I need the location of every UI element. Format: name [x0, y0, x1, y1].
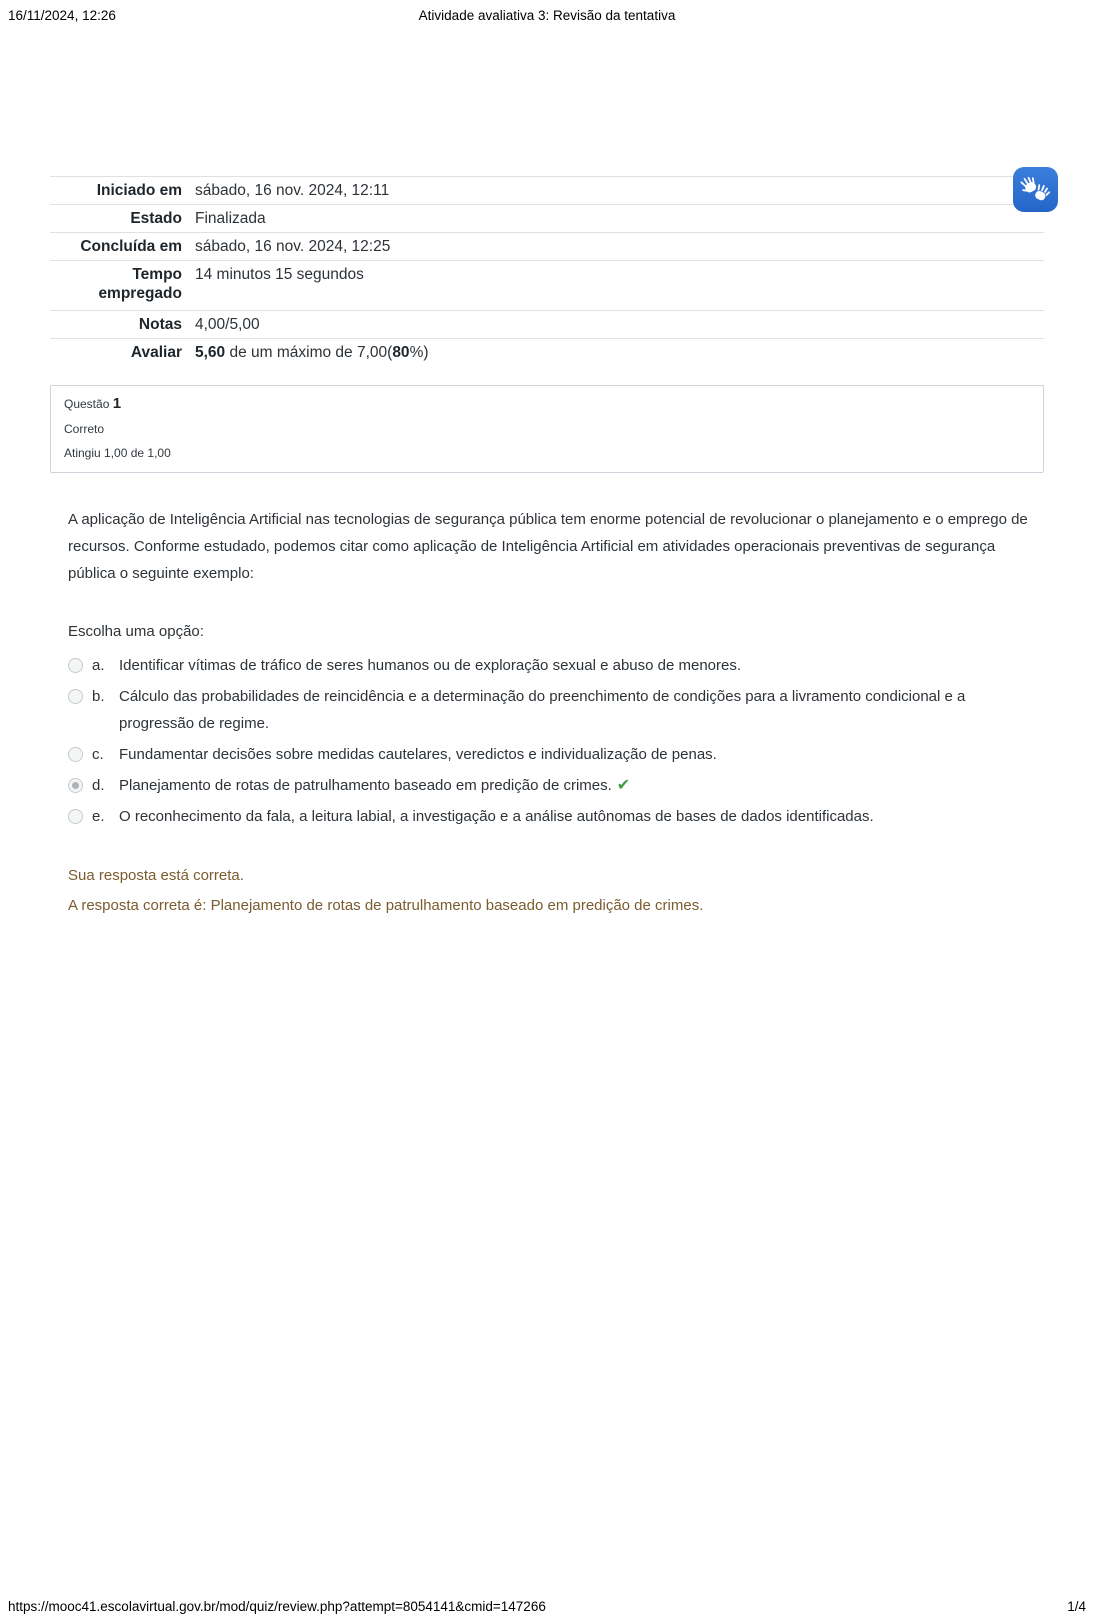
summary-value: sábado, 16 nov. 2024, 12:11: [195, 182, 390, 199]
answer-option-c: [68, 741, 1043, 768]
summary-row-notas: [50, 310, 1044, 338]
summary-value: 14 minutos 15 segundos: [195, 266, 364, 283]
summary-row-iniciado: [50, 176, 1044, 204]
summary-row-avaliar: [50, 338, 1044, 366]
print-url: https://mooc41.escolavirtual.gov.br/mod/quiz/review.php?attempt=8054141&cmid=147266: [8, 1599, 546, 1614]
summary-row-concluida: [50, 232, 1044, 260]
answer-option-a: [68, 652, 1043, 679]
summary-label: Tempo empregado: [98, 266, 182, 302]
print-title: Atividade avaliativa 3: Revisão da tentativa: [418, 8, 676, 23]
option-letter: d.: [92, 777, 105, 794]
print-header: [8, 8, 1086, 26]
summary-label: Estado: [130, 210, 182, 227]
question-text: A aplicação de Inteligência Artificial nas tecnologias de segurança pública tem enorme potencial de revolucionar o planejamento e o emprego de recursos. Conforme estudado, podemos citar como aplicação de Inteligência Artificial em atividades operacionais preventivas de segurança pública o seguinte exemplo:: [68, 511, 1028, 582]
summary-label: Notas: [138, 316, 182, 333]
question-number: Questão 1: [64, 395, 122, 412]
answer-option-b: [68, 683, 1043, 737]
attempt-summary-table: [50, 176, 1044, 366]
sign-language-hands-icon: [1019, 173, 1052, 206]
answer-prompt: Escolha uma opção:: [68, 623, 204, 640]
radio-option-e[interactable]: [68, 809, 83, 824]
question-state: Correto: [64, 422, 105, 436]
print-footer: [8, 1599, 1086, 1614]
grade-value: 5,60: [195, 344, 226, 361]
option-letter: e.: [92, 808, 105, 825]
answer-option-d: [68, 772, 1043, 799]
summary-row-tempo: [50, 260, 1044, 310]
correct-check-icon: ✔: [616, 777, 631, 794]
option-text: Planejamento de rotas de patrulhamento baseado em predição de crimes. ✔: [119, 777, 631, 794]
summary-value: 4,00/5,00: [195, 316, 260, 333]
option-text: Identificar vítimas de tráfico de seres humanos ou de exploração sexual e abuso de menores.: [119, 657, 742, 674]
option-text: Fundamentar decisões sobre medidas cautelares, veredictos e individualização de penas.: [119, 746, 717, 763]
radio-option-b[interactable]: [68, 689, 83, 704]
summary-label: Concluída em: [80, 238, 182, 255]
summary-value: sábado, 16 nov. 2024, 12:25: [195, 238, 391, 255]
question-info-box: [50, 385, 1044, 473]
radio-option-c[interactable]: [68, 747, 83, 762]
correct-answer-text: A resposta correta é: Planejamento de rotas de patrulhamento baseado em predição de crimes.: [68, 897, 704, 914]
radio-option-d[interactable]: [68, 778, 83, 793]
answer-feedback: Sua resposta está correta.: [68, 867, 244, 884]
summary-label: Avaliar: [130, 344, 182, 361]
summary-label: Iniciado em: [96, 182, 182, 199]
option-text: O reconhecimento da fala, a leitura labial, a investigação e a análise autônomas de bases de dados identificadas.: [119, 808, 874, 825]
option-text: Cálculo das probabilidades de reincidência e a determinação do preenchimento de condições para a livramento condicional e a progressão de regime.: [119, 688, 966, 732]
radio-option-a[interactable]: [68, 658, 83, 673]
answer-option-e: [68, 803, 1043, 830]
summary-value: 5,60 de um máximo de 7,00(80%): [195, 344, 429, 361]
vlibras-accessibility-button[interactable]: [1013, 167, 1058, 212]
option-letter: c.: [92, 746, 104, 763]
page-number: 1/4: [1067, 1599, 1086, 1614]
print-datetime: 16/11/2024, 12:26: [8, 8, 116, 23]
feedback-block: [68, 866, 1033, 926]
summary-row-estado: [50, 204, 1044, 232]
grade-percent: 80: [392, 344, 410, 361]
summary-value: Finalizada: [195, 210, 266, 227]
option-letter: a.: [92, 657, 105, 674]
answer-options: [68, 622, 1043, 834]
option-letter: b.: [92, 688, 105, 705]
question-grade: Atingiu 1,00 de 1,00: [64, 446, 171, 460]
